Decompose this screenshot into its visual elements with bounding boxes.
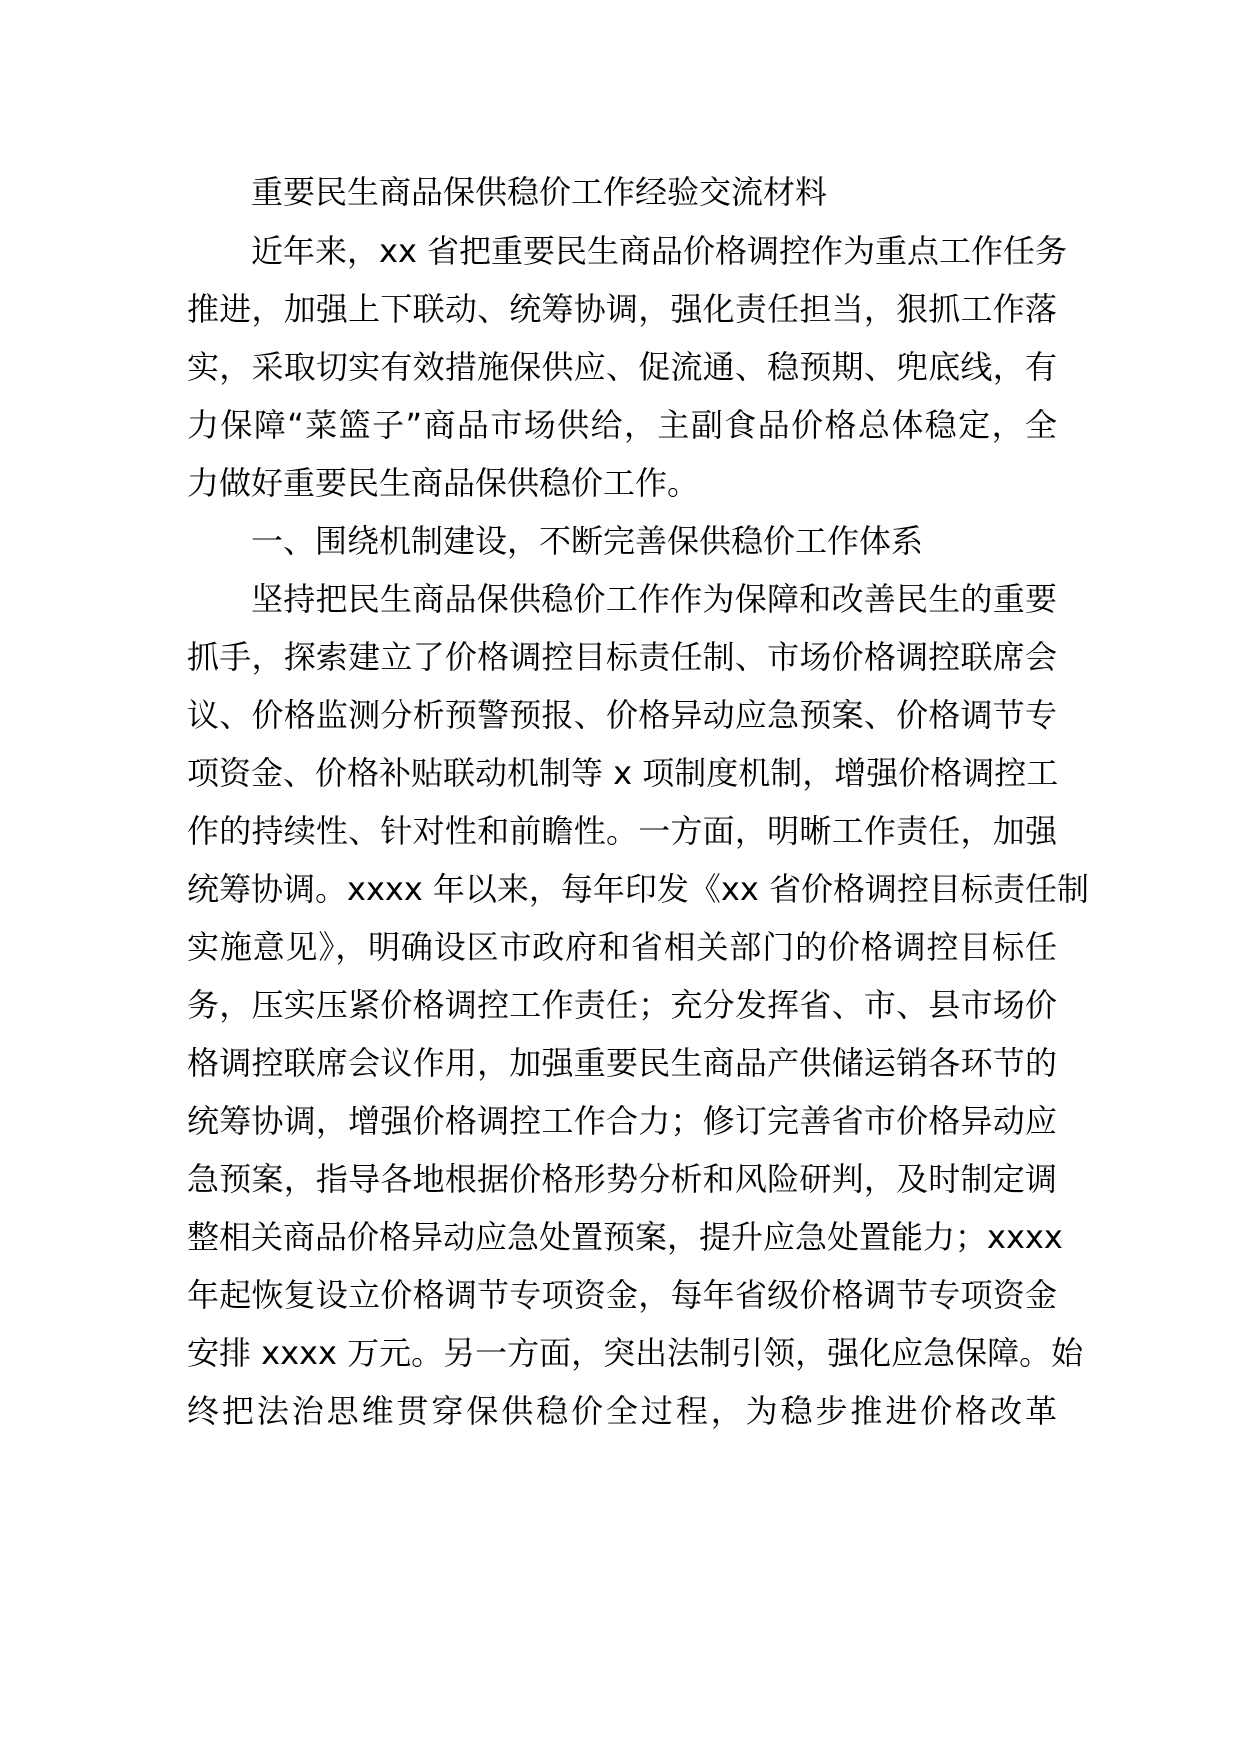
paragraph-line: 急预案，指导各地根据价格形势分析和风险研判，及时制定调	[187, 1160, 1057, 1198]
paragraph-line: 坚持把民生商品保供稳价工作作为保障和改善民生的重要	[251, 580, 1057, 618]
paragraph-line: 统筹协调。xxxx 年以来，每年印发《xx 省价格调控目标责任制	[187, 870, 1089, 908]
paragraph-line: 安排 xxxx 万元。另一方面，突出法制引领，强化应急保障。始	[187, 1334, 1084, 1372]
paragraph-line: 格调控联席会议作用，加强重要民生商品产供储运销各环节的	[187, 1044, 1057, 1082]
paragraph-line: 抓手，探索建立了价格调控目标责任制、市场价格调控联席会	[187, 638, 1057, 676]
paragraph-line: 项资金、价格补贴联动机制等 x 项制度机制，增强价格调控工	[187, 754, 1059, 792]
section-heading: 一、围绕机制建设，不断完善保供稳价工作体系	[251, 522, 924, 560]
paragraph-line: 近年来，xx 省把重要民生商品价格调控作为重点工作任务	[251, 232, 1068, 270]
paragraph-line: 实施意见》，明确设区市政府和省相关部门的价格调控目标任	[187, 928, 1057, 966]
paragraph-line: 力做好重要民生商品保供稳价工作。	[187, 464, 700, 502]
paragraph-line: 终把法治思维贯穿保供稳价全过程，为稳步推进价格改革	[187, 1392, 1057, 1430]
paragraph-line: 整相关商品价格异动应急处置预案，提升应急处置能力；xxxx	[187, 1218, 1063, 1256]
paragraph-line: 力保障“菜篮子”商品市场供给，主副食品价格总体稳定，全	[187, 406, 1057, 444]
paragraph-line: 实，采取切实有效措施保供应、促流通、稳预期、兜底线，有	[187, 348, 1057, 386]
paragraph-line: 统筹协调，增强价格调控工作合力；修订完善省市价格异动应	[187, 1102, 1057, 1140]
paragraph-line: 推进，加强上下联动、统筹协调，强化责任担当，狠抓工作落	[187, 290, 1057, 328]
paragraph-line: 务，压实压紧价格调控工作责任；充分发挥省、市、县市场价	[187, 986, 1057, 1024]
paragraph-line: 议、价格监测分析预警预报、价格异动应急预案、价格调节专	[187, 696, 1057, 734]
paragraph-line: 年起恢复设立价格调节专项资金，每年省级价格调节专项资金	[187, 1276, 1057, 1314]
paragraph-line: 作的持续性、针对性和前瞻性。一方面，明晰工作责任，加强	[187, 812, 1057, 850]
document-title: 重要民生商品保供稳价工作经验交流材料	[251, 173, 828, 211]
